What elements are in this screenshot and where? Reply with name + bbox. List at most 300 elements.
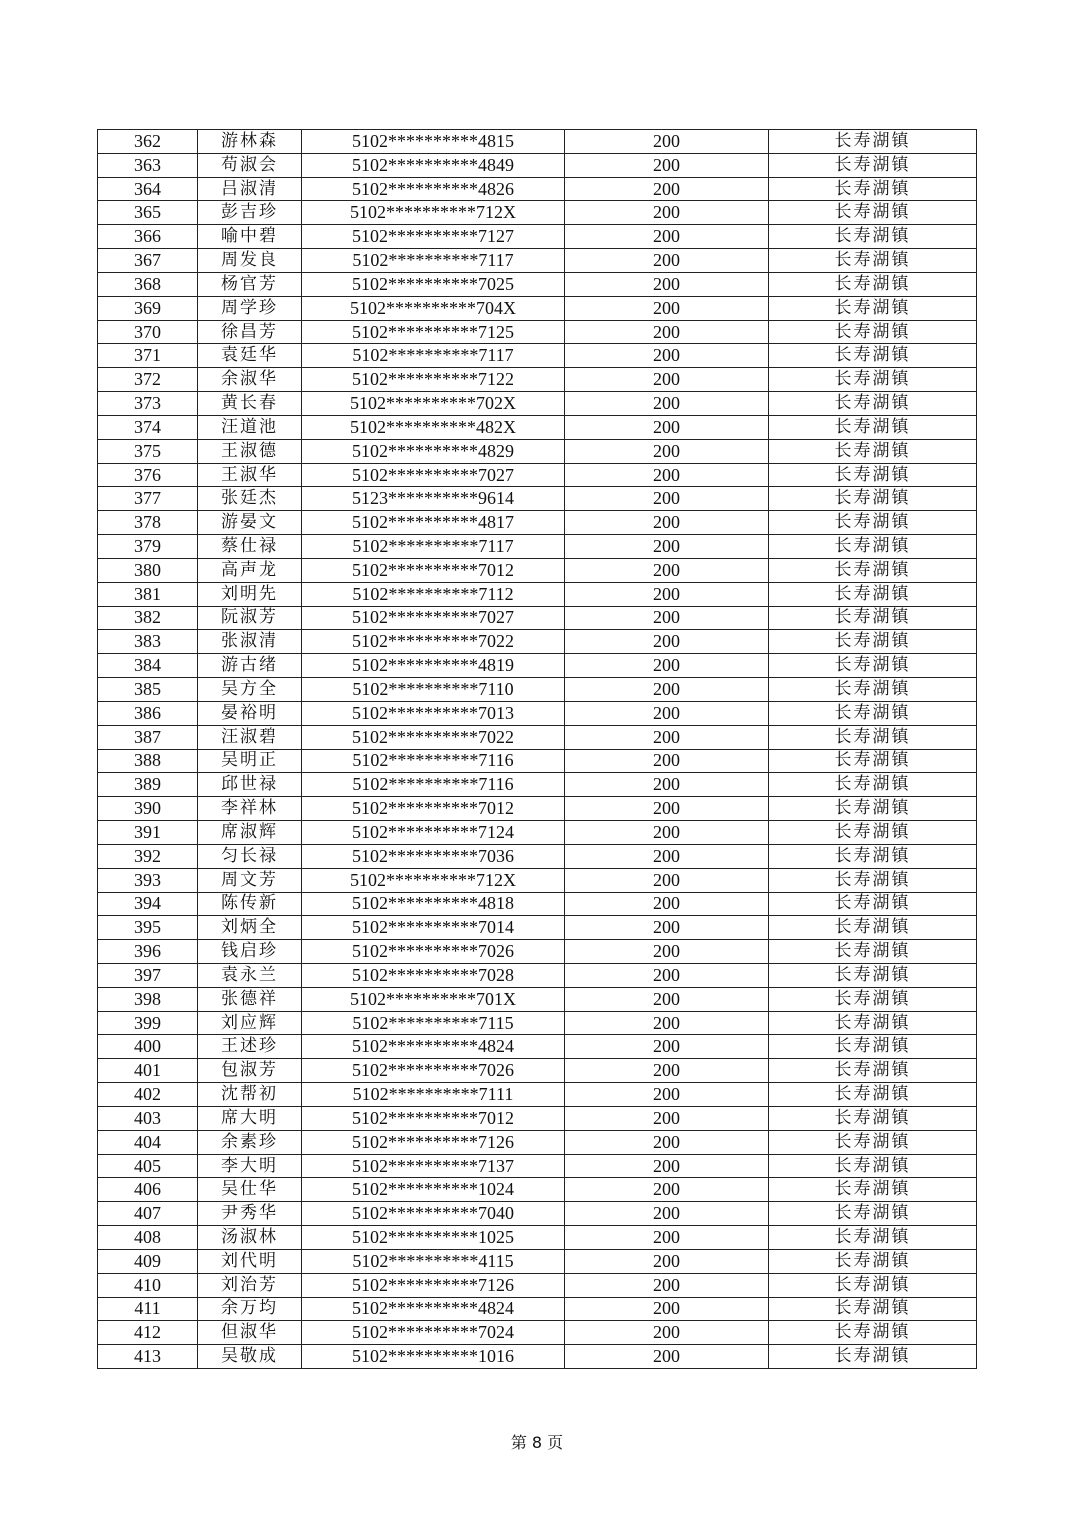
person-name: 黄长春	[198, 392, 302, 416]
id-number: 5102**********7022	[302, 630, 565, 654]
amount: 200	[565, 678, 769, 702]
id-number: 5102**********7127	[302, 225, 565, 249]
id-number: 5102**********7028	[302, 963, 565, 987]
row-number: 367	[98, 249, 198, 273]
amount: 200	[565, 368, 769, 392]
id-number: 5102**********1016	[302, 1345, 565, 1369]
table-row	[98, 701, 977, 725]
id-number: 5102**********7125	[302, 320, 565, 344]
row-number: 377	[98, 487, 198, 511]
table-row	[98, 249, 977, 273]
town-name: 长寿湖镇	[769, 439, 977, 463]
town-name: 长寿湖镇	[769, 1297, 977, 1321]
table-row	[98, 1035, 977, 1059]
person-name: 张淑清	[198, 630, 302, 654]
table-row	[98, 296, 977, 320]
row-number: 366	[98, 225, 198, 249]
id-number: 5102**********7022	[302, 725, 565, 749]
id-number: 5102**********7026	[302, 940, 565, 964]
row-number: 409	[98, 1249, 198, 1273]
table-row	[98, 1011, 977, 1035]
amount: 200	[565, 606, 769, 630]
amount: 200	[565, 1345, 769, 1369]
person-name: 刘炳全	[198, 916, 302, 940]
person-name: 蔡仕禄	[198, 535, 302, 559]
town-name: 长寿湖镇	[769, 630, 977, 654]
table-row	[98, 797, 977, 821]
person-name: 吴仕华	[198, 1178, 302, 1202]
amount: 200	[565, 439, 769, 463]
town-name: 长寿湖镇	[769, 582, 977, 606]
person-name: 席大明	[198, 1106, 302, 1130]
amount: 200	[565, 892, 769, 916]
town-name: 长寿湖镇	[769, 678, 977, 702]
person-name: 李祥林	[198, 797, 302, 821]
row-number: 386	[98, 701, 198, 725]
town-name: 长寿湖镇	[769, 1273, 977, 1297]
amount: 200	[565, 1321, 769, 1345]
table-row	[98, 1154, 977, 1178]
row-number: 397	[98, 963, 198, 987]
amount: 200	[565, 487, 769, 511]
id-number: 5102**********4829	[302, 439, 565, 463]
amount: 200	[565, 511, 769, 535]
amount: 200	[565, 797, 769, 821]
table-row	[98, 630, 977, 654]
town-name: 长寿湖镇	[769, 1011, 977, 1035]
person-name: 张德祥	[198, 987, 302, 1011]
id-number: 5102**********7110	[302, 678, 565, 702]
amount: 200	[565, 1226, 769, 1250]
person-name: 李大明	[198, 1154, 302, 1178]
person-name: 余万均	[198, 1297, 302, 1321]
town-name: 长寿湖镇	[769, 249, 977, 273]
row-number: 405	[98, 1154, 198, 1178]
amount: 200	[565, 725, 769, 749]
table-row	[98, 487, 977, 511]
row-number: 401	[98, 1059, 198, 1083]
row-number: 362	[98, 130, 198, 154]
person-name: 陈传新	[198, 892, 302, 916]
person-name: 汤淑林	[198, 1226, 302, 1250]
amount: 200	[565, 582, 769, 606]
town-name: 长寿湖镇	[769, 1321, 977, 1345]
row-number: 375	[98, 439, 198, 463]
person-name: 沈帮初	[198, 1083, 302, 1107]
table-row	[98, 225, 977, 249]
row-number: 381	[98, 582, 198, 606]
person-name: 包淑芳	[198, 1059, 302, 1083]
table-row	[98, 1321, 977, 1345]
person-name: 余淑华	[198, 368, 302, 392]
id-number: 5123**********9614	[302, 487, 565, 511]
table-row	[98, 916, 977, 940]
amount: 200	[565, 1059, 769, 1083]
row-number: 395	[98, 916, 198, 940]
town-name: 长寿湖镇	[769, 272, 977, 296]
amount: 200	[565, 1106, 769, 1130]
id-number: 5102**********7117	[302, 535, 565, 559]
amount: 200	[565, 987, 769, 1011]
row-number: 392	[98, 844, 198, 868]
person-name: 吴方全	[198, 678, 302, 702]
roster-body	[98, 130, 977, 1369]
row-number: 408	[98, 1226, 198, 1250]
amount: 200	[565, 963, 769, 987]
table-row	[98, 844, 977, 868]
table-row	[98, 1106, 977, 1130]
row-number: 383	[98, 630, 198, 654]
table-row	[98, 320, 977, 344]
town-name: 长寿湖镇	[769, 844, 977, 868]
person-name: 苟淑会	[198, 153, 302, 177]
row-number: 378	[98, 511, 198, 535]
amount: 200	[565, 844, 769, 868]
town-name: 长寿湖镇	[769, 701, 977, 725]
table-row	[98, 511, 977, 535]
amount: 200	[565, 1249, 769, 1273]
amount: 200	[565, 630, 769, 654]
amount: 200	[565, 463, 769, 487]
town-name: 长寿湖镇	[769, 344, 977, 368]
table-row	[98, 725, 977, 749]
table-row	[98, 821, 977, 845]
table-row	[98, 535, 977, 559]
town-name: 长寿湖镇	[769, 821, 977, 845]
town-name: 长寿湖镇	[769, 1154, 977, 1178]
table-row	[98, 678, 977, 702]
town-name: 长寿湖镇	[769, 963, 977, 987]
person-name: 周发良	[198, 249, 302, 273]
id-number: 5102**********7117	[302, 249, 565, 273]
amount: 200	[565, 1130, 769, 1154]
table-row	[98, 558, 977, 582]
id-number: 5102**********482X	[302, 415, 565, 439]
row-number: 373	[98, 392, 198, 416]
id-number: 5102**********7115	[302, 1011, 565, 1035]
amount: 200	[565, 701, 769, 725]
id-number: 5102**********7137	[302, 1154, 565, 1178]
row-number: 398	[98, 987, 198, 1011]
town-name: 长寿湖镇	[769, 320, 977, 344]
id-number: 5102**********704X	[302, 296, 565, 320]
amount: 200	[565, 773, 769, 797]
table-row	[98, 463, 977, 487]
person-name: 吴明正	[198, 749, 302, 773]
row-number: 379	[98, 535, 198, 559]
person-name: 刘应辉	[198, 1011, 302, 1035]
person-name: 匀长禄	[198, 844, 302, 868]
table-row	[98, 392, 977, 416]
table-row	[98, 606, 977, 630]
person-name: 但淑华	[198, 1321, 302, 1345]
amount: 200	[565, 272, 769, 296]
amount: 200	[565, 558, 769, 582]
person-name: 游古绪	[198, 654, 302, 678]
table-row	[98, 1202, 977, 1226]
id-number: 5102**********4817	[302, 511, 565, 535]
amount: 200	[565, 868, 769, 892]
amount: 200	[565, 296, 769, 320]
row-number: 402	[98, 1083, 198, 1107]
table-row	[98, 1273, 977, 1297]
id-number: 5102**********7025	[302, 272, 565, 296]
person-name: 袁永兰	[198, 963, 302, 987]
id-number: 5102**********7124	[302, 821, 565, 845]
table-row	[98, 582, 977, 606]
id-number: 5102**********7027	[302, 463, 565, 487]
table-row	[98, 963, 977, 987]
row-number: 406	[98, 1178, 198, 1202]
id-number: 5102**********7027	[302, 606, 565, 630]
id-number: 5102**********4815	[302, 130, 565, 154]
person-name: 钱启珍	[198, 940, 302, 964]
id-number: 5102**********7116	[302, 749, 565, 773]
amount: 200	[565, 1011, 769, 1035]
id-number: 5102**********7036	[302, 844, 565, 868]
amount: 200	[565, 1083, 769, 1107]
id-number: 5102**********7013	[302, 701, 565, 725]
town-name: 长寿湖镇	[769, 916, 977, 940]
town-name: 长寿湖镇	[769, 1226, 977, 1250]
row-number: 385	[98, 678, 198, 702]
table-row	[98, 439, 977, 463]
town-name: 长寿湖镇	[769, 892, 977, 916]
town-name: 长寿湖镇	[769, 392, 977, 416]
amount: 200	[565, 249, 769, 273]
id-number: 5102**********7116	[302, 773, 565, 797]
town-name: 长寿湖镇	[769, 987, 977, 1011]
town-name: 长寿湖镇	[769, 797, 977, 821]
person-name: 王述珍	[198, 1035, 302, 1059]
town-name: 长寿湖镇	[769, 1345, 977, 1369]
row-number: 390	[98, 797, 198, 821]
person-name: 晏裕明	[198, 701, 302, 725]
person-name: 游晏文	[198, 511, 302, 535]
id-number: 5102**********7040	[302, 1202, 565, 1226]
table-row	[98, 1345, 977, 1369]
roster-table	[97, 129, 977, 1369]
id-number: 5102**********4849	[302, 153, 565, 177]
id-number: 5102**********7012	[302, 797, 565, 821]
person-name: 游林森	[198, 130, 302, 154]
row-number: 393	[98, 868, 198, 892]
town-name: 长寿湖镇	[769, 558, 977, 582]
id-number: 5102**********7014	[302, 916, 565, 940]
town-name: 长寿湖镇	[769, 487, 977, 511]
id-number: 5102**********7024	[302, 1321, 565, 1345]
town-name: 长寿湖镇	[769, 415, 977, 439]
person-name: 周文芳	[198, 868, 302, 892]
amount: 200	[565, 1035, 769, 1059]
town-name: 长寿湖镇	[769, 606, 977, 630]
town-name: 长寿湖镇	[769, 177, 977, 201]
amount: 200	[565, 130, 769, 154]
table-row	[98, 153, 977, 177]
id-number: 5102**********7111	[302, 1083, 565, 1107]
id-number: 5102**********4115	[302, 1249, 565, 1273]
person-name: 吴敬成	[198, 1345, 302, 1369]
id-number: 5102**********4819	[302, 654, 565, 678]
table-row	[98, 1249, 977, 1273]
town-name: 长寿湖镇	[769, 535, 977, 559]
town-name: 长寿湖镇	[769, 1083, 977, 1107]
table-row	[98, 177, 977, 201]
table-row	[98, 344, 977, 368]
amount: 200	[565, 201, 769, 225]
row-number: 400	[98, 1035, 198, 1059]
town-name: 长寿湖镇	[769, 1059, 977, 1083]
person-name: 高声龙	[198, 558, 302, 582]
town-name: 长寿湖镇	[769, 1249, 977, 1273]
row-number: 368	[98, 272, 198, 296]
row-number: 394	[98, 892, 198, 916]
amount: 200	[565, 940, 769, 964]
id-number: 5102**********7012	[302, 558, 565, 582]
row-number: 411	[98, 1297, 198, 1321]
row-number: 384	[98, 654, 198, 678]
row-number: 365	[98, 201, 198, 225]
amount: 200	[565, 1154, 769, 1178]
id-number: 5102**********7117	[302, 344, 565, 368]
row-number: 399	[98, 1011, 198, 1035]
person-name: 刘代明	[198, 1249, 302, 1273]
row-number: 382	[98, 606, 198, 630]
person-name: 徐昌芳	[198, 320, 302, 344]
table-row	[98, 1130, 977, 1154]
table-row	[98, 1178, 977, 1202]
table-row	[98, 940, 977, 964]
table-row	[98, 987, 977, 1011]
table-row	[98, 868, 977, 892]
row-number: 376	[98, 463, 198, 487]
town-name: 长寿湖镇	[769, 225, 977, 249]
amount: 200	[565, 535, 769, 559]
amount: 200	[565, 344, 769, 368]
row-number: 380	[98, 558, 198, 582]
person-name: 阮淑芳	[198, 606, 302, 630]
id-number: 5102**********7122	[302, 368, 565, 392]
town-name: 长寿湖镇	[769, 749, 977, 773]
table-row	[98, 749, 977, 773]
id-number: 5102**********7126	[302, 1273, 565, 1297]
town-name: 长寿湖镇	[769, 654, 977, 678]
table-row	[98, 368, 977, 392]
person-name: 余素珍	[198, 1130, 302, 1154]
town-name: 长寿湖镇	[769, 773, 977, 797]
amount: 200	[565, 1297, 769, 1321]
person-name: 席淑辉	[198, 821, 302, 845]
town-name: 长寿湖镇	[769, 868, 977, 892]
table-row	[98, 892, 977, 916]
table-row	[98, 130, 977, 154]
id-number: 5102**********712X	[302, 201, 565, 225]
id-number: 5102**********7012	[302, 1106, 565, 1130]
row-number: 404	[98, 1130, 198, 1154]
amount: 200	[565, 320, 769, 344]
row-number: 410	[98, 1273, 198, 1297]
town-name: 长寿湖镇	[769, 725, 977, 749]
row-number: 387	[98, 725, 198, 749]
table-row	[98, 1226, 977, 1250]
row-number: 371	[98, 344, 198, 368]
table-row	[98, 773, 977, 797]
amount: 200	[565, 415, 769, 439]
table-row	[98, 1059, 977, 1083]
person-name: 杨官芳	[198, 272, 302, 296]
row-number: 403	[98, 1106, 198, 1130]
town-name: 长寿湖镇	[769, 130, 977, 154]
id-number: 5102**********4826	[302, 177, 565, 201]
person-name: 汪道池	[198, 415, 302, 439]
table-row	[98, 272, 977, 296]
row-number: 413	[98, 1345, 198, 1369]
id-number: 5102**********4824	[302, 1035, 565, 1059]
table-row	[98, 201, 977, 225]
amount: 200	[565, 654, 769, 678]
town-name: 长寿湖镇	[769, 201, 977, 225]
row-number: 388	[98, 749, 198, 773]
id-number: 5102**********4818	[302, 892, 565, 916]
town-name: 长寿湖镇	[769, 1178, 977, 1202]
table-row	[98, 654, 977, 678]
town-name: 长寿湖镇	[769, 1130, 977, 1154]
amount: 200	[565, 1273, 769, 1297]
town-name: 长寿湖镇	[769, 296, 977, 320]
town-name: 长寿湖镇	[769, 1106, 977, 1130]
amount: 200	[565, 392, 769, 416]
person-name: 邱世禄	[198, 773, 302, 797]
town-name: 长寿湖镇	[769, 368, 977, 392]
table-row	[98, 415, 977, 439]
table-row	[98, 1297, 977, 1321]
person-name: 王淑华	[198, 463, 302, 487]
amount: 200	[565, 749, 769, 773]
row-number: 407	[98, 1202, 198, 1226]
table-row	[98, 1083, 977, 1107]
id-number: 5102**********1024	[302, 1178, 565, 1202]
person-name: 尹秀华	[198, 1202, 302, 1226]
town-name: 长寿湖镇	[769, 511, 977, 535]
row-number: 391	[98, 821, 198, 845]
row-number: 396	[98, 940, 198, 964]
town-name: 长寿湖镇	[769, 1035, 977, 1059]
amount: 200	[565, 225, 769, 249]
amount: 200	[565, 153, 769, 177]
amount: 200	[565, 1202, 769, 1226]
amount: 200	[565, 821, 769, 845]
id-number: 5102**********1025	[302, 1226, 565, 1250]
id-number: 5102**********701X	[302, 987, 565, 1011]
id-number: 5102**********4824	[302, 1297, 565, 1321]
town-name: 长寿湖镇	[769, 1202, 977, 1226]
id-number: 5102**********702X	[302, 392, 565, 416]
town-name: 长寿湖镇	[769, 153, 977, 177]
person-name: 刘明先	[198, 582, 302, 606]
row-number: 389	[98, 773, 198, 797]
row-number: 372	[98, 368, 198, 392]
amount: 200	[565, 177, 769, 201]
person-name: 王淑德	[198, 439, 302, 463]
person-name: 张廷杰	[198, 487, 302, 511]
town-name: 长寿湖镇	[769, 940, 977, 964]
id-number: 5102**********712X	[302, 868, 565, 892]
row-number: 363	[98, 153, 198, 177]
row-number: 369	[98, 296, 198, 320]
id-number: 5102**********7126	[302, 1130, 565, 1154]
person-name: 吕淑清	[198, 177, 302, 201]
person-name: 周学珍	[198, 296, 302, 320]
